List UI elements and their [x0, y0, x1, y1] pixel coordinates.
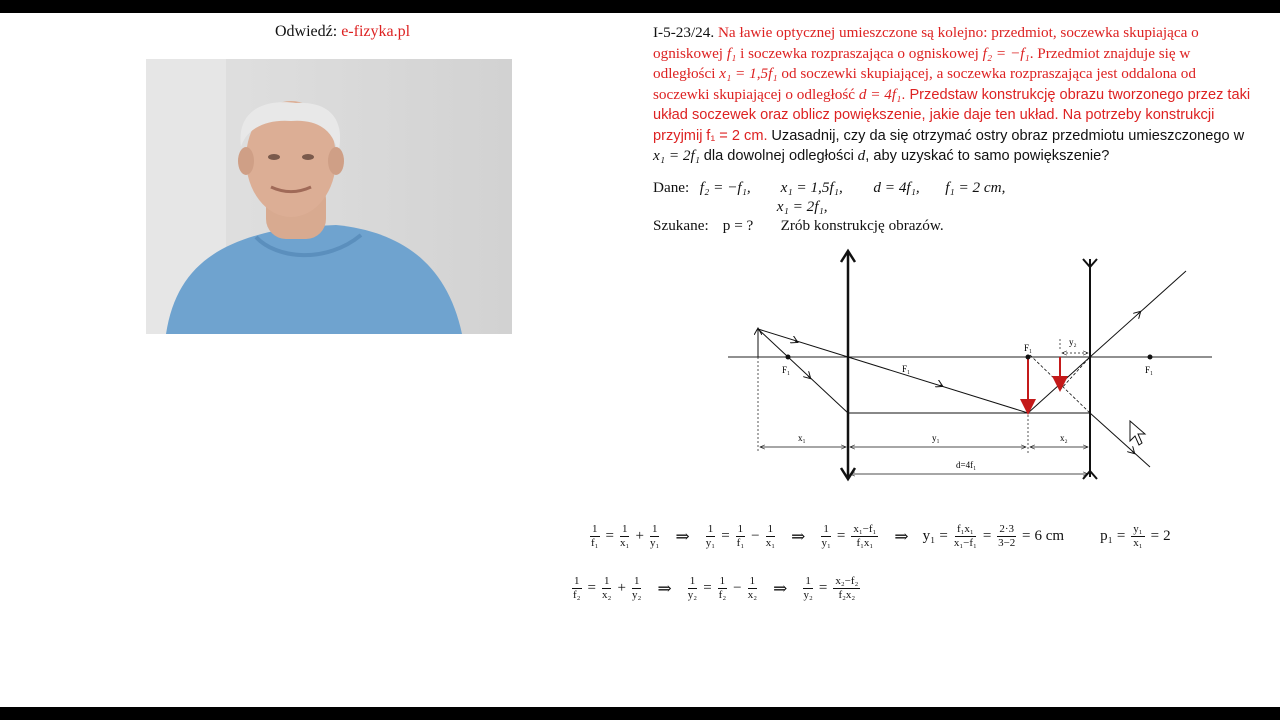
- given-f1: f₁ = 2 cm,: [945, 179, 1006, 196]
- problem-text-8: dla dowolnej odległości: [703, 148, 854, 164]
- math-f2: f₂ = −f₁: [982, 44, 1030, 62]
- mouse-cursor-icon: [1130, 421, 1145, 445]
- given-f2: f₂ = −f₁,: [699, 179, 751, 196]
- math-f1: f₁: [726, 44, 737, 62]
- problem-text-6: f₁ = 2 cm.: [706, 127, 768, 144]
- label-x1: x₁: [798, 433, 806, 443]
- label-y1: y₁: [932, 433, 940, 443]
- visit-line: [275, 23, 410, 41]
- problem-text-7: Uzasadnij, czy da się otrzymać ostry obraz przedmiotu umieszczonego w: [771, 127, 1245, 144]
- focus-f1-left: F₁: [782, 365, 791, 375]
- problem-text-3: . Przedmiot znajduje się w odległości: [653, 44, 1191, 82]
- slide-page: [0, 13, 1280, 707]
- dane-label: Dane:: [653, 179, 690, 196]
- focus-f1-top: F₁: [1024, 343, 1033, 353]
- site-link[interactable]: e-fizyka.pl: [341, 23, 411, 40]
- math-x1-2f1: x₁ = 2f₁: [653, 147, 700, 164]
- label-d: d=4f₁: [956, 460, 977, 470]
- presenter-image: [146, 59, 512, 334]
- focus-f1-mid: F₁: [902, 364, 911, 374]
- label-y2: y₂: [1069, 337, 1077, 347]
- sought-p: p = ?: [722, 217, 754, 234]
- result-p1: 2: [1163, 528, 1171, 544]
- formula-line-2: $\frac{1}{\text{f₂}}$ = $\frac{1}{\text{x₂}}$ + $\frac{1}{\text{y₂}}$ ⇒ $\frac{1}{\text{y₂}}$ = $\frac{1}{\text{f₂}}$ − $\frac{1}{\text{x₂}}$ ⇒ $\frac{1}{\text{y₂}}$ = $\frac{\text{x₂−f₂}}{\text{f₂x₂}}$: [573, 575, 859, 601]
- given-x1b: x₁ = 2f₁,: [776, 198, 828, 215]
- webcam-video: [146, 59, 512, 334]
- problem-text-2: i soczewka rozpraszająca o ogniskowej: [740, 44, 979, 62]
- task-text: Zrób konstrukcję obrazów.: [780, 217, 944, 234]
- math-d: d = 4f₁: [858, 85, 902, 103]
- visit-label: Odwiedź:: [275, 23, 338, 40]
- problem-text-5: . Przedstaw konstrukcję obrazu tworzonego przez taki układ soczewek oraz oblicz powiększenie, jakie daje ten układ. Na potrzeby konstrukcji przyjmij: [653, 86, 1251, 144]
- problem-text-1: Na ławie optycznej umieszczone są kolejno: przedmiot, soczewka skupiająca o ogniskowej: [653, 24, 1199, 62]
- optics-diagram: [720, 245, 1220, 485]
- focus-f1-right: F₁: [1145, 365, 1154, 375]
- problem-id: I-5-23/24.: [653, 24, 715, 41]
- math-x1: x₁ = 1,5f₁: [719, 65, 778, 82]
- problem-text-9: , aby uzyskać to samo powiększenie?: [865, 148, 1110, 164]
- problem-statement: [653, 23, 1253, 167]
- problem-text-4: od soczewki skupiającej, a soczewka rozpraszająca jest oddalona od soczewki skupiającej o odległość: [653, 65, 1196, 103]
- label-x2: x₂: [1060, 433, 1068, 443]
- given-x1: x₁ = 1,5f₁,: [780, 179, 843, 196]
- math-d-2: d: [857, 147, 866, 164]
- given-d: d = 4f₁,: [873, 179, 920, 196]
- given-data: [653, 178, 1005, 235]
- szukane-label: Szukane:: [653, 217, 709, 234]
- formulas: [560, 505, 1270, 605]
- result-y1: 6 cm: [1034, 528, 1065, 544]
- formula-line-1: $\frac{1}{\text{f₁}}$ = $\frac{1}{\text{x₁}}$ + $\frac{1}{\text{y₁}}$ ⇒ $\frac{1}{\text{y₁}}$ = $\frac{1}{\text{f₁}}$ − $\frac{1}{\text{x₁}}$ ⇒ $\frac{1}{\text{y₁}}$ = $\frac{\text{x₁−f₁}}{\text{f₁x₁}}$ ⇒ y₁ = $\frac{\text{f₁x₁}}{\text{x₁−f₁}}$ = $\frac{2\cdot 3}{3-2}$ = 6 cm p₁ = $\frac{\text{y₁}}{\text{x₁}}$ = 2: [591, 523, 1171, 549]
